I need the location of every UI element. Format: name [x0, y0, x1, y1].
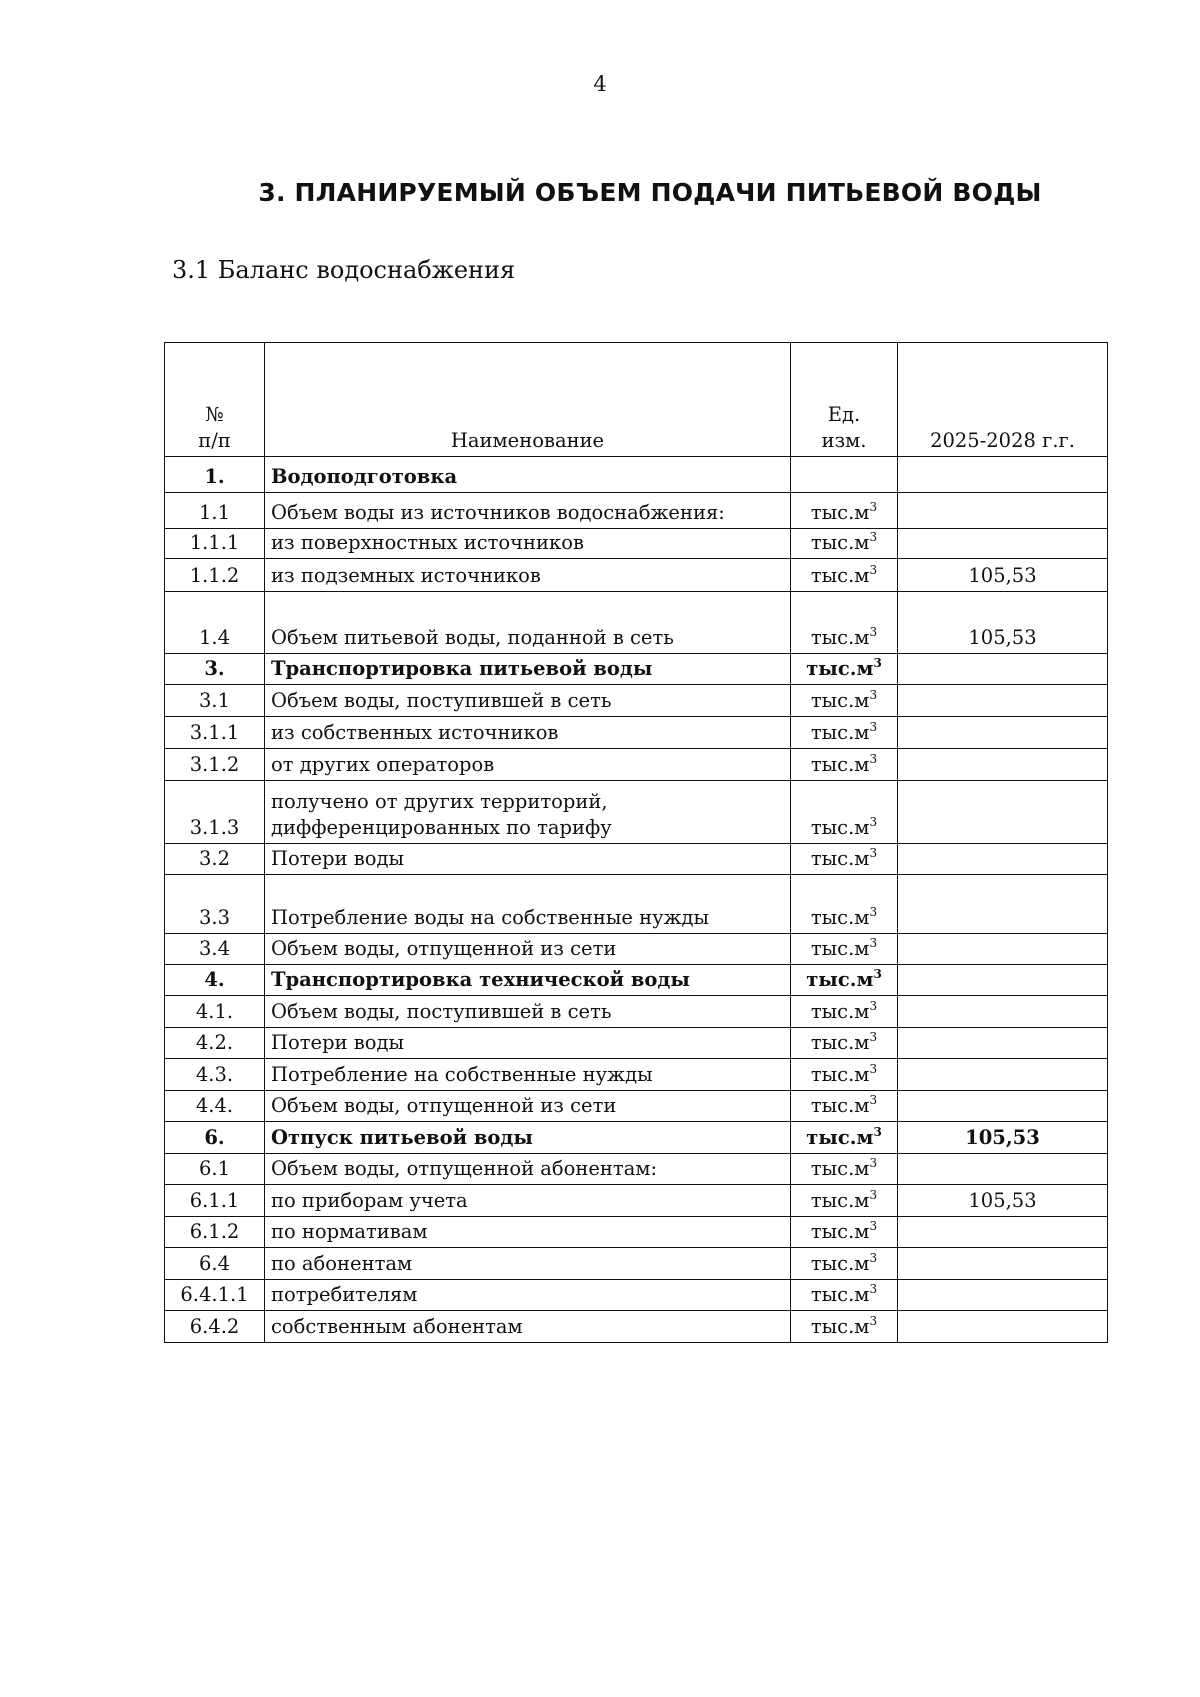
unit-exponent: 3 — [869, 1188, 878, 1202]
table-row — [165, 996, 1108, 1028]
row-value: 105,53 — [898, 1122, 1108, 1154]
table-row — [165, 1059, 1108, 1091]
unit-exponent: 3 — [869, 1219, 878, 1233]
row-name: по абонентам — [265, 1248, 791, 1280]
header-name: Наименование — [265, 343, 791, 457]
unit-base: тыс.м — [806, 657, 874, 680]
row-name: из поверхностных источников — [265, 529, 791, 559]
table-row — [165, 1091, 1108, 1122]
row-value — [898, 781, 1108, 844]
unit-base: тыс.м — [810, 816, 870, 839]
row-value — [898, 1248, 1108, 1280]
row-value — [898, 996, 1108, 1028]
row-number: 6.1.2 — [165, 1217, 265, 1248]
row-name: Потребление воды на собственные нужды — [265, 875, 791, 934]
unit-base: тыс.м — [810, 753, 870, 776]
row-name: Потребление на собственные нужды — [265, 1059, 791, 1091]
row-unit — [791, 1248, 898, 1280]
table-row — [165, 559, 1108, 592]
row-unit — [791, 1122, 898, 1154]
row-name: Объем воды из источников водоснабжения: — [265, 493, 791, 529]
unit-exponent: 3 — [873, 1125, 882, 1139]
row-name: Объем воды, поступившей в сеть — [265, 685, 791, 717]
header-unit-line2: изм. — [821, 429, 867, 452]
table-row — [165, 457, 1108, 493]
table-row — [165, 781, 1108, 844]
unit-base: тыс.м — [810, 1283, 870, 1306]
row-number: 1.1.2 — [165, 559, 265, 592]
row-number: 6. — [165, 1122, 265, 1154]
row-name: по приборам учета — [265, 1185, 791, 1217]
row-value — [898, 1217, 1108, 1248]
unit-base: тыс.м — [810, 689, 870, 712]
unit-base: тыс.м — [810, 937, 870, 960]
row-value: 105,53 — [898, 559, 1108, 592]
unit-exponent: 3 — [869, 1093, 878, 1107]
unit-exponent: 3 — [869, 752, 878, 766]
row-unit — [791, 457, 898, 493]
row-value — [898, 1154, 1108, 1185]
unit-base: тыс.м — [806, 1126, 874, 1149]
row-unit — [791, 749, 898, 781]
row-value — [898, 1311, 1108, 1343]
row-unit — [791, 1154, 898, 1185]
row-number: 4.2. — [165, 1028, 265, 1059]
row-unit — [791, 965, 898, 996]
row-name: Отпуск питьевой воды — [265, 1122, 791, 1154]
row-value — [898, 1028, 1108, 1059]
row-unit — [791, 934, 898, 965]
table-row — [165, 685, 1108, 717]
row-unit — [791, 1185, 898, 1217]
section-title: 3. ПЛАНИРУЕМЫЙ ОБЪЕМ ПОДАЧИ ПИТЬЕВОЙ ВОДЫ — [258, 178, 1042, 207]
row-name: Транспортировка технической воды — [265, 965, 791, 996]
row-value: 105,53 — [898, 1185, 1108, 1217]
row-number: 4.3. — [165, 1059, 265, 1091]
table-row — [165, 875, 1108, 934]
unit-base: тыс.м — [810, 1315, 870, 1338]
table-row — [165, 529, 1108, 559]
row-name: из подземных источников — [265, 559, 791, 592]
row-name: из собственных источников — [265, 717, 791, 749]
table-row — [165, 592, 1108, 654]
table-body — [165, 457, 1108, 1343]
page-number: 4 — [593, 72, 607, 96]
row-number: 6.4.1.1 — [165, 1280, 265, 1311]
unit-base: тыс.м — [806, 968, 874, 991]
row-unit — [791, 1091, 898, 1122]
row-value — [898, 493, 1108, 529]
table-row — [165, 1185, 1108, 1217]
row-unit — [791, 529, 898, 559]
row-unit — [791, 996, 898, 1028]
row-value — [898, 965, 1108, 996]
row-value — [898, 749, 1108, 781]
row-name: Объем питьевой воды, поданной в сеть — [265, 592, 791, 654]
row-name: Объем воды, отпущенной абонентам: — [265, 1154, 791, 1185]
unit-exponent: 3 — [869, 1314, 878, 1328]
unit-exponent: 3 — [869, 905, 878, 919]
row-value — [898, 654, 1108, 685]
row-number: 3.4 — [165, 934, 265, 965]
row-number: 1. — [165, 457, 265, 493]
row-value — [898, 934, 1108, 965]
row-unit — [791, 1059, 898, 1091]
unit-exponent: 3 — [869, 625, 878, 639]
row-unit — [791, 592, 898, 654]
row-unit — [791, 493, 898, 529]
row-number: 4.4. — [165, 1091, 265, 1122]
unit-base: тыс.м — [810, 1063, 870, 1086]
unit-base: тыс.м — [810, 847, 870, 870]
table-row — [165, 717, 1108, 749]
unit-base: тыс.м — [810, 501, 870, 524]
row-number: 4.1. — [165, 996, 265, 1028]
unit-exponent: 3 — [869, 815, 878, 829]
row-number: 3.1.2 — [165, 749, 265, 781]
unit-base: тыс.м — [810, 1157, 870, 1180]
row-value — [898, 1280, 1108, 1311]
table-row — [165, 1154, 1108, 1185]
row-value — [898, 875, 1108, 934]
row-name: Потери воды — [265, 1028, 791, 1059]
row-number: 3.3 — [165, 875, 265, 934]
row-unit — [791, 1217, 898, 1248]
row-name: Объем воды, отпущенной из сети — [265, 934, 791, 965]
unit-base: тыс.м — [810, 1252, 870, 1275]
row-number: 3. — [165, 654, 265, 685]
row-value — [898, 1059, 1108, 1091]
row-number: 1.1 — [165, 493, 265, 529]
row-value — [898, 717, 1108, 749]
row-number: 3.2 — [165, 844, 265, 875]
unit-base: тыс.м — [810, 721, 870, 744]
unit-base: тыс.м — [810, 906, 870, 929]
subsection-title: 3.1 Баланс водоснабжения — [172, 256, 516, 284]
row-number: 6.4.2 — [165, 1311, 265, 1343]
row-name: Объем воды, поступившей в сеть — [265, 996, 791, 1028]
table-row — [165, 844, 1108, 875]
header-number-line1: № — [205, 403, 224, 426]
row-value — [898, 1091, 1108, 1122]
unit-exponent: 3 — [869, 530, 878, 544]
unit-exponent: 3 — [873, 656, 882, 670]
row-number: 3.1 — [165, 685, 265, 717]
row-name: Водоподготовка — [265, 457, 791, 493]
header-unit-line1: Ед. — [827, 403, 861, 426]
unit-exponent: 3 — [869, 688, 878, 702]
row-name: получено от других территорий, дифференцированных по тарифу — [265, 781, 791, 844]
row-unit — [791, 654, 898, 685]
row-name: собственным абонентам — [265, 1311, 791, 1343]
unit-exponent: 3 — [869, 500, 878, 514]
unit-exponent: 3 — [869, 999, 878, 1013]
table-row — [165, 934, 1108, 965]
row-name: потребителям — [265, 1280, 791, 1311]
row-unit — [791, 875, 898, 934]
row-name: Потери воды — [265, 844, 791, 875]
table-row — [165, 1280, 1108, 1311]
row-name: Транспортировка питьевой воды — [265, 654, 791, 685]
table-header-row — [165, 343, 1108, 457]
row-unit — [791, 844, 898, 875]
row-unit — [791, 1311, 898, 1343]
unit-exponent: 3 — [869, 936, 878, 950]
header-number — [165, 343, 265, 457]
unit-exponent: 3 — [869, 563, 878, 577]
table-row — [165, 654, 1108, 685]
row-value: 105,53 — [898, 592, 1108, 654]
unit-base: тыс.м — [810, 564, 870, 587]
unit-exponent: 3 — [869, 1062, 878, 1076]
row-value — [898, 685, 1108, 717]
table-row — [165, 1248, 1108, 1280]
row-number: 6.4 — [165, 1248, 265, 1280]
unit-base: тыс.м — [810, 1189, 870, 1212]
unit-base: тыс.м — [810, 626, 870, 649]
row-name: по нормативам — [265, 1217, 791, 1248]
row-unit — [791, 685, 898, 717]
row-name: от других операторов — [265, 749, 791, 781]
unit-base: тыс.м — [810, 531, 870, 554]
unit-base: тыс.м — [810, 1220, 870, 1243]
unit-base: тыс.м — [810, 1000, 870, 1023]
table-row — [165, 1028, 1108, 1059]
unit-base: тыс.м — [810, 1031, 870, 1054]
unit-base: тыс.м — [810, 1094, 870, 1117]
row-unit — [791, 781, 898, 844]
row-number: 1.4 — [165, 592, 265, 654]
row-unit — [791, 1028, 898, 1059]
unit-exponent: 3 — [869, 1156, 878, 1170]
water-balance-table — [164, 342, 1108, 1343]
unit-exponent: 3 — [869, 1030, 878, 1044]
row-number: 1.1.1 — [165, 529, 265, 559]
row-number: 3.1.1 — [165, 717, 265, 749]
row-name: Объем воды, отпущенной из сети — [265, 1091, 791, 1122]
unit-exponent: 3 — [873, 967, 882, 981]
unit-exponent: 3 — [869, 846, 878, 860]
table-row — [165, 1217, 1108, 1248]
unit-exponent: 3 — [869, 720, 878, 734]
unit-exponent: 3 — [869, 1251, 878, 1265]
table-row — [165, 749, 1108, 781]
row-value — [898, 529, 1108, 559]
row-number: 4. — [165, 965, 265, 996]
header-value: 2025-2028 г.г. — [898, 343, 1108, 457]
table-row — [165, 493, 1108, 529]
table-row — [165, 965, 1108, 996]
row-value — [898, 844, 1108, 875]
header-number-line2: п/п — [198, 429, 231, 452]
row-number: 6.1 — [165, 1154, 265, 1185]
table-row — [165, 1311, 1108, 1343]
row-number: 3.1.3 — [165, 781, 265, 844]
row-unit — [791, 559, 898, 592]
row-value — [898, 457, 1108, 493]
row-unit — [791, 717, 898, 749]
header-unit — [791, 343, 898, 457]
row-unit — [791, 1280, 898, 1311]
unit-exponent: 3 — [869, 1282, 878, 1296]
row-number: 6.1.1 — [165, 1185, 265, 1217]
table-row — [165, 1122, 1108, 1154]
